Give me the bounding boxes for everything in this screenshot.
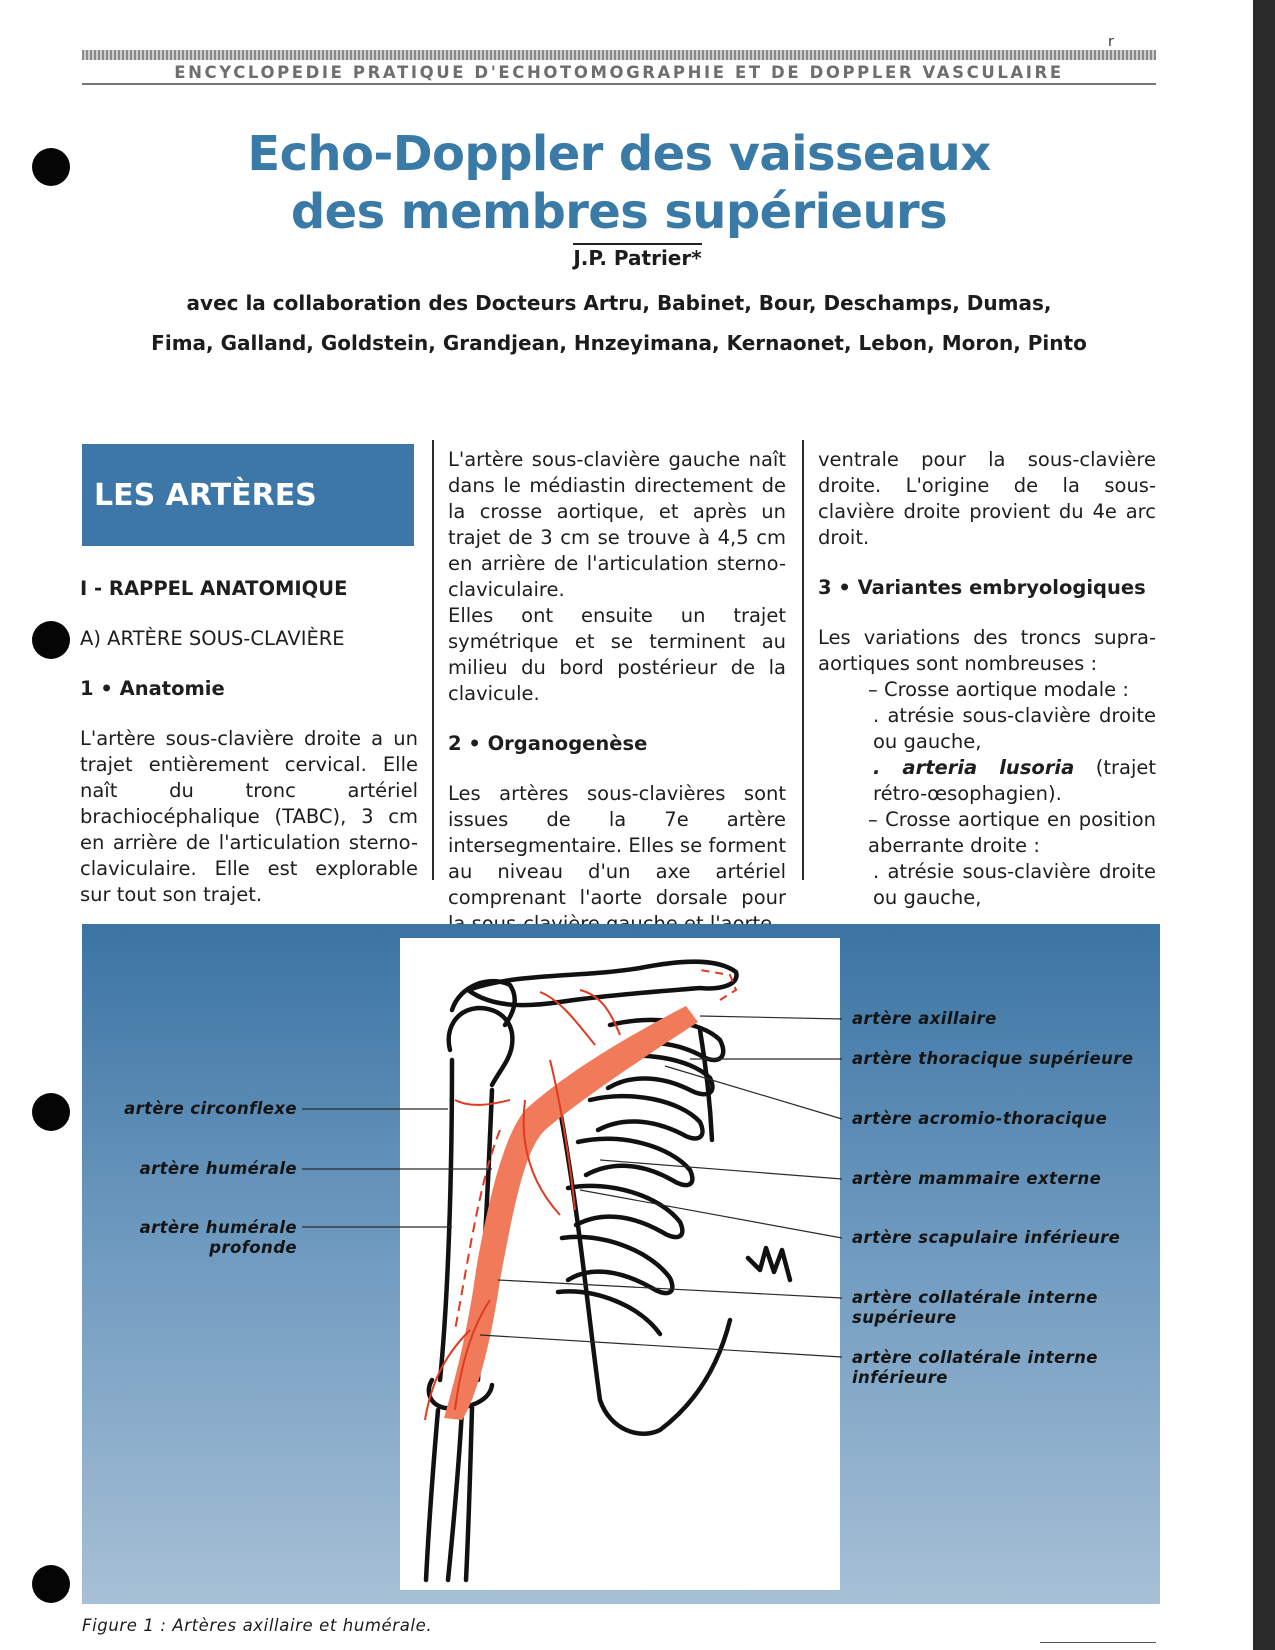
subheading-anatomie: 1 • Anatomie: [80, 677, 225, 700]
subheading-organogenese: 2 • Organogenèse: [448, 732, 648, 755]
label-mammaire-externe: artère mammaire externe: [852, 1169, 1102, 1188]
list-item-modale: – Crosse aortique modale :: [868, 678, 1129, 701]
subheading-a: A) ARTÈRE SOUS-CLAVIÈRE: [80, 627, 345, 650]
list-item-aberrante: – Crosse aortique en position aberrante droite :: [868, 808, 1156, 857]
figure-caption: Figure 1 : Artères axillaire et humérale.: [82, 1616, 433, 1635]
paragraph-gauche: L'artère sous-clavière gauche naît dans le médiastin directement de la crosse aortique, et après un trajet de 3 cm se trouve à 4,5 cm en arrière de l'articulation sterno-claviculaire.: [448, 448, 786, 601]
label-acromio-thoracique: artère acromio-thoracique: [852, 1109, 1108, 1128]
article-title-line-1: Echo-Doppler des vaisseaux: [247, 126, 991, 182]
paragraph-organogenese: Les artères sous-clavières sont issues de la 7e artère intersegmentaire. Elles se forment au niveau d'un axe artériel comprenant l'aorte dorsale pour: [448, 782, 786, 909]
list-subitem-atresie: . atrésie sous-clavière droite ou gauche,: [873, 704, 1156, 753]
collaborators-line-1: avec la collaboration des Docteurs Artru, Babinet, Bour, Deschamps, Dumas,: [186, 291, 1052, 315]
header-text: ENCYCLOPEDIE PRATIQUE D'ECHOTOMOGRAPHIE ET DE DOPPLER VASCULAIRE: [174, 63, 1064, 82]
paragraph-variations: Les variations des troncs supra-aortiques sont nombreuses :: [818, 626, 1156, 675]
label-collaterale-superieure-line-1: artère collatérale interne: [852, 1288, 1098, 1307]
article-title-line-2: des membres supérieurs: [290, 184, 948, 240]
footer-rule: [1040, 1642, 1156, 1643]
paragraph-trajet: Elles ont ensuite un trajet symétrique et se terminent au milieu du bord postérieur de la clavicule.: [448, 604, 786, 705]
collaborators-line-2: Fima, Galland, Goldstein, Grandjean, Hnzeyimana, Kernaonet, Lebon, Moron, Pinto: [151, 331, 1087, 355]
lusoria-description: (trajet rétro-œsophagien).: [873, 756, 1156, 805]
label-humerale-profonde-line-1: artère humérale: [139, 1218, 297, 1237]
label-collaterale-inferieure: [852, 1348, 1098, 1388]
lusoria-term: . arteria lusoria: [873, 756, 1075, 779]
heading-rappel: I - RAPPEL ANATOMIQUE: [80, 577, 348, 600]
subheading-variantes: 3 • Variantes embryologiques: [818, 576, 1146, 599]
list-subitem-atresie-2: . atrésie sous-clavière droite ou gauche,: [873, 860, 1156, 909]
label-humerale-profonde: [82, 1218, 297, 1258]
label-collaterale-superieure: [852, 1288, 1098, 1328]
author-name: J.P. Patrier*: [573, 243, 701, 270]
label-scapulaire-inferieure: artère scapulaire inférieure: [852, 1228, 1121, 1247]
section-title: LES ARTÈRES: [94, 478, 317, 513]
label-artere-humerale: artère humérale: [139, 1159, 297, 1178]
paragraph-ventrale: ventrale pour la sous-clavière droite. L'origine de la sous-clavière droite provient du 4e arc droit.: [818, 448, 1156, 549]
label-humerale-profonde-line-2: profonde: [209, 1238, 297, 1257]
label-arteres-circonflexe: artère circonflexe: [124, 1099, 297, 1118]
label-collaterale-inferieure-line-1: artère collatérale interne: [852, 1348, 1098, 1367]
paragraph-anatomie: L'artère sous-clavière droite a un trajet entièrement cervical. Elle naît du tronc artériel brachiocéphalique (TABC), 3 cm en arrière de l'articulation sterno-claviculaire. Elle est explorable sur tout son trajet.: [80, 727, 418, 906]
label-collaterale-inferieure-line-2: inférieure: [852, 1368, 948, 1387]
label-collaterale-superieure-line-2: supérieure: [852, 1308, 957, 1327]
axillary-humeral-artery: [444, 1006, 698, 1420]
corner-mark: r: [1108, 34, 1114, 50]
label-thoracique-superieure: artère thoracique supérieure: [852, 1049, 1134, 1068]
label-artere-axillaire: artère axillaire: [852, 1009, 997, 1028]
